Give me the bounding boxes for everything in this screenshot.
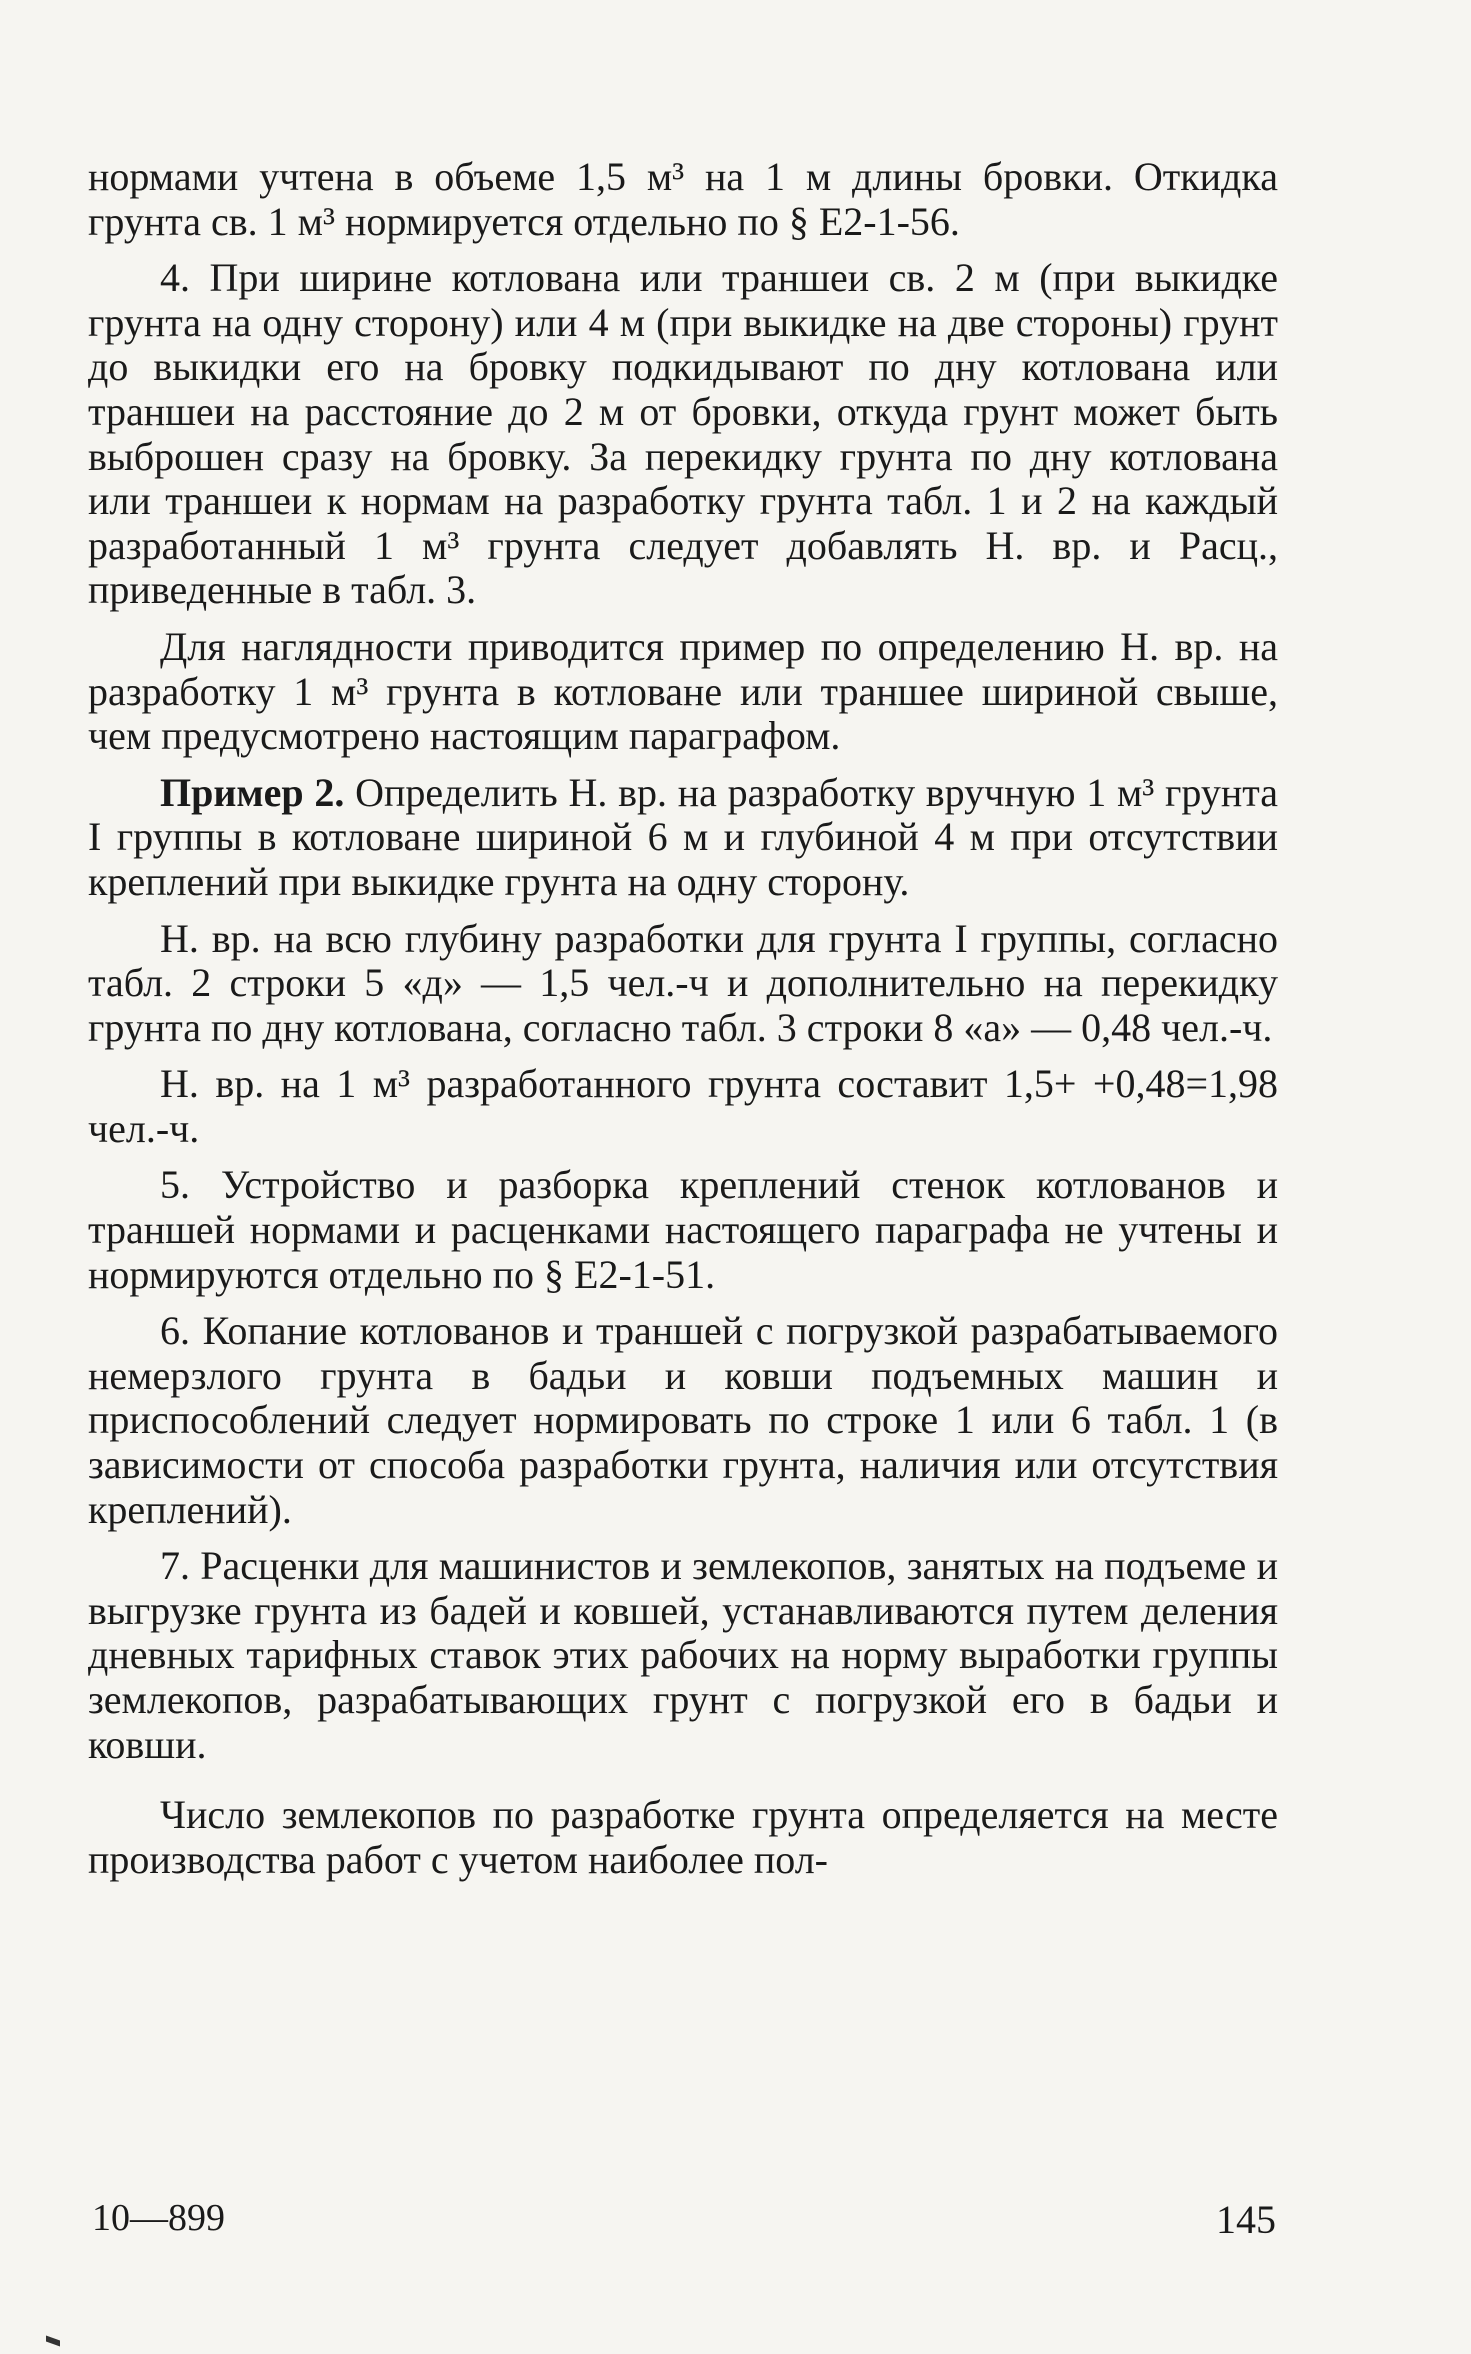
example-text: Определить Н. вр. на разработку вручную 1 м³ грунта I группы в котловане шириной 6 м и глубиной 4 м при отсутствии креплений при выкидке грунта на одну сторону. [88, 769, 1278, 904]
paragraph-calculation: Н. вр. на всю глубину разработки для грунта I группы, согласно табл. 2 строки 5 «д» — 1,5 чел.-ч и дополнительно на перекидку грунта по дну котлована, согласно табл. 3 строки 8 «а» — 0,48 чел.-ч. [88, 915, 1278, 1050]
paragraph-example-intro: Для наглядности приводится пример по определению Н. вр. на разработку 1 м³ грунта в котловане или траншее шириной свыше, чем предусмотрено настоящим параграфом. [88, 623, 1278, 759]
paragraph-workers: Число землекопов по разработке грунта определяется на месте производства работ с учетом наиболее пол- [88, 1792, 1278, 1882]
page-number: 145 [1216, 2197, 1276, 2242]
example-label: Пример 2. [160, 769, 345, 815]
paragraph-item-6: 6. Копание котлованов и траншей с погрузкой разрабатываемого немерзлого грунта в бадьи и ковши подъемных машин и приспособлений следует нормировать по строке 1 или 6 табл. 1 (в зависимости от способа разработки грунта, наличия или отсутствия креплений). [88, 1308, 1278, 1532]
paragraph-continuation: нормами учтена в объеме 1,5 м³ на 1 м длины бровки. Откидка грунта св. 1 м³ нормируется отдельно по § Е2-1-56. [88, 154, 1278, 244]
paragraph-item-4: 4. При ширине котлована или траншеи св. 2 м (при выкидке грунта на одну сторону) или 4 м (при выкидке на две стороны) грунт до выкидки его на бровку подкидывают по дну котлована или траншеи на расстояние до 2 м от бровки, откуда грунт может быть выброшен сразу на бровку. За перекидку грунта по дну котлована или траншеи к нормам на разработку грунта табл. 1 и 2 на каждый разработанный 1 м³ грунта следует добавлять Н. вр. и Расц., приведенные в табл. 3. [88, 255, 1278, 613]
body-text [88, 155, 1278, 1882]
paragraph-example-2 [88, 771, 1278, 905]
paragraph-result: Н. вр. на 1 м³ разработанного грунта составит 1,5+ +0,48=1,98 чел.-ч. [88, 1061, 1278, 1151]
printer-signature: 10—899 [92, 2197, 225, 2239]
paragraph-item-7: 7. Расценки для машинистов и землекопов, занятых на подъеме и выгрузке грунта из бадей и ковшей, устанавливаются путем деления дневных тарифных ставок этих рабочих на норму выработки группы землекопов, разрабатывающих грунт с погрузкой его в бадьи и ковши. [88, 1543, 1278, 1767]
scan-edge-mark [46, 2335, 60, 2346]
paragraph-item-5: 5. Устройство и разборка креплений стенок котлованов и траншей нормами и расценками настоящего параграфа не учтены и нормируются отдельно по § Е2-1-51. [88, 1162, 1278, 1297]
